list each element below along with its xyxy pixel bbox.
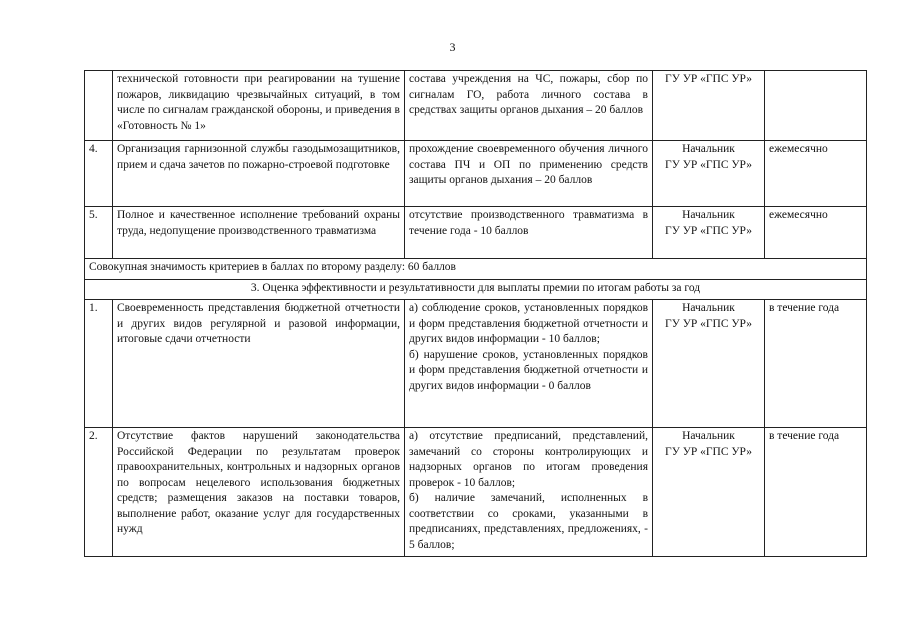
responsible-title: Начальник xyxy=(682,209,735,221)
responsible-org: ГУ УР «ГПС УР» xyxy=(665,224,752,237)
period-cell: ежемесячно xyxy=(765,207,867,259)
indicator-cell xyxy=(405,300,653,428)
table-row xyxy=(85,71,867,141)
table-row xyxy=(85,207,867,259)
indicator-option-b: б) наличие замечаний, исполненных в соответствии со сроками, указанными в предписаниях, представлениях, предложениях, - 5 баллов; xyxy=(409,492,648,551)
period-cell: в течение года xyxy=(765,428,867,557)
indicator-cell xyxy=(405,428,653,557)
criterion-cell: Своевременность представления бюджетной отчетности и других видов регулярной и разовой информации, итоговые сдачи отчетности xyxy=(113,300,405,428)
indicator-option-a: а) соблюдение сроков, установленных порядков и форм представления бюджетной отчетности и других видов информации - 10 баллов; xyxy=(409,302,648,345)
table-row xyxy=(85,428,867,557)
table-row xyxy=(85,141,867,207)
row-number: 1. xyxy=(85,300,113,428)
responsible-cell xyxy=(653,300,765,428)
row-number: 2. xyxy=(85,428,113,557)
responsible-title: Начальник xyxy=(682,302,735,314)
responsible-org: ГУ УР «ГПС УР» xyxy=(665,73,752,85)
period-cell: в течение года xyxy=(765,300,867,428)
indicator-cell: отсутствие производственного травматизма в течение года - 10 баллов xyxy=(405,207,653,259)
row-number: 5. xyxy=(85,207,113,259)
responsible-cell xyxy=(653,428,765,557)
period-cell: ежемесячно xyxy=(765,141,867,207)
criterion-cell: технической готовности при реагировании на тушение пожаров, ликвидацию чрезвычайных ситуаций, в том числе по сигналам гражданской обороны, и приведения в «Готовность № 1» xyxy=(113,71,405,141)
total-row xyxy=(85,259,867,280)
table-row xyxy=(85,300,867,428)
period-cell xyxy=(765,71,867,141)
criterion-cell: Полное и качественное исполнение требований охраны труда, недопущение производственного травматизма xyxy=(113,207,405,259)
responsible-org: ГУ УР «ГПС УР» xyxy=(665,445,752,458)
responsible-cell xyxy=(653,71,765,141)
indicator-option-a: а) отсутствие предписаний, представлений, замечаний со стороны контролирующих и надзорных органов по итогам проведения проверок - 10 баллов; xyxy=(409,430,648,489)
criterion-cell: Отсутствие фактов нарушений законодательства Российской Федерации по результатам проверок правоохранительных, контрольных и надзорных органов по вопросам нецелевого использования бюджетных средств; размещения заказов на поставки товаров, выполнение работ, оказание услуг для государственных нужд xyxy=(113,428,405,557)
total-score-text: Совокупная значимость критериев в баллах по второму разделу: 60 баллов xyxy=(85,259,867,280)
row-number xyxy=(85,71,113,141)
responsible-cell xyxy=(653,207,765,259)
responsible-cell xyxy=(653,141,765,207)
responsible-title: Начальник xyxy=(682,430,735,442)
row-number: 4. xyxy=(85,141,113,207)
criterion-cell: Организация гарнизонной службы газодымозащитников, прием и сдача зачетов по пожарно-строевой подготовке xyxy=(113,141,405,207)
responsible-org: ГУ УР «ГПС УР» xyxy=(665,158,752,171)
indicator-option-b: б) нарушение сроков, установленных порядков и форм представления бюджетной отчетности и других видов информации - 0 баллов xyxy=(409,348,648,392)
responsible-title: Начальник xyxy=(682,143,735,155)
criteria-table xyxy=(84,70,867,557)
indicator-cell: прохождение своевременного обучения личного состава ПЧ и ОП по применению средств защиты органов дыхания – 20 баллов xyxy=(405,141,653,207)
section-title: 3. Оценка эффективности и результативности для выплаты премии по итогам работы за год xyxy=(85,279,867,300)
indicator-cell: состава учреждения на ЧС, пожары, сбор по сигналам ГО, работа личного состава в средствах защиты органов дыхания – 20 баллов xyxy=(405,71,653,141)
responsible-org: ГУ УР «ГПС УР» xyxy=(665,317,752,330)
page-number: 3 xyxy=(449,40,456,54)
section-header-row xyxy=(85,279,867,300)
